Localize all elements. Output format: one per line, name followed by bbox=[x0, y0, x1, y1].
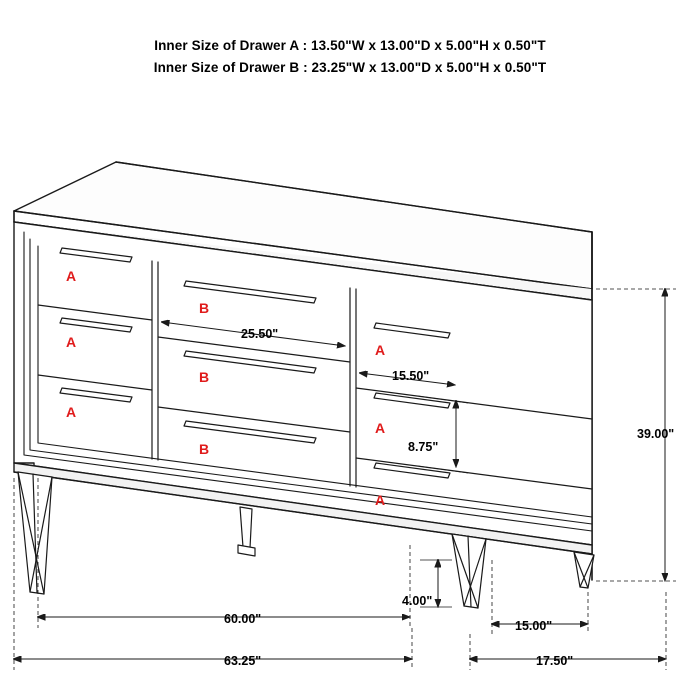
dim-drawer-b-width: 25.50" bbox=[241, 327, 279, 341]
header-line-drawer-a: Inner Size of Drawer A : 13.50"W x 13.00"D x 5.00"H x 0.50"T bbox=[154, 38, 546, 53]
dim-leg-height: 4.00" bbox=[402, 594, 433, 608]
dresser-center-support bbox=[238, 507, 255, 556]
drawer-label-b2: B bbox=[199, 369, 210, 385]
dim-drawer-a-width: 15.50" bbox=[392, 369, 430, 383]
dim-total-height: 39.00" bbox=[637, 427, 675, 441]
dresser-leg-front-right bbox=[452, 534, 486, 608]
drawer-label-b1: B bbox=[199, 300, 210, 316]
dim-drawer-height: 8.75" bbox=[408, 440, 439, 454]
header-line-drawer-b: Inner Size of Drawer B : 23.25"W x 13.00"D x 5.00"H x 0.50"T bbox=[153, 60, 547, 75]
drawer-label-a3: A bbox=[66, 404, 77, 420]
dim-front-width: 60.00" bbox=[224, 612, 262, 626]
dim-overall-depth: 17.50" bbox=[536, 654, 574, 668]
dresser-leg-back-right bbox=[574, 552, 594, 588]
drawer-label-a5: A bbox=[375, 420, 386, 436]
drawer-label-b3: B bbox=[199, 441, 210, 457]
drawer-label-a6: A bbox=[375, 492, 386, 508]
dim-side-depth: 15.00" bbox=[515, 619, 553, 633]
drawer-label-a4: A bbox=[375, 342, 386, 358]
dim-overall-width: 63.25" bbox=[224, 654, 262, 668]
drawer-label-a1: A bbox=[66, 268, 77, 284]
drawer-label-a2: A bbox=[66, 334, 77, 350]
dresser-leg-front-left bbox=[18, 472, 52, 594]
